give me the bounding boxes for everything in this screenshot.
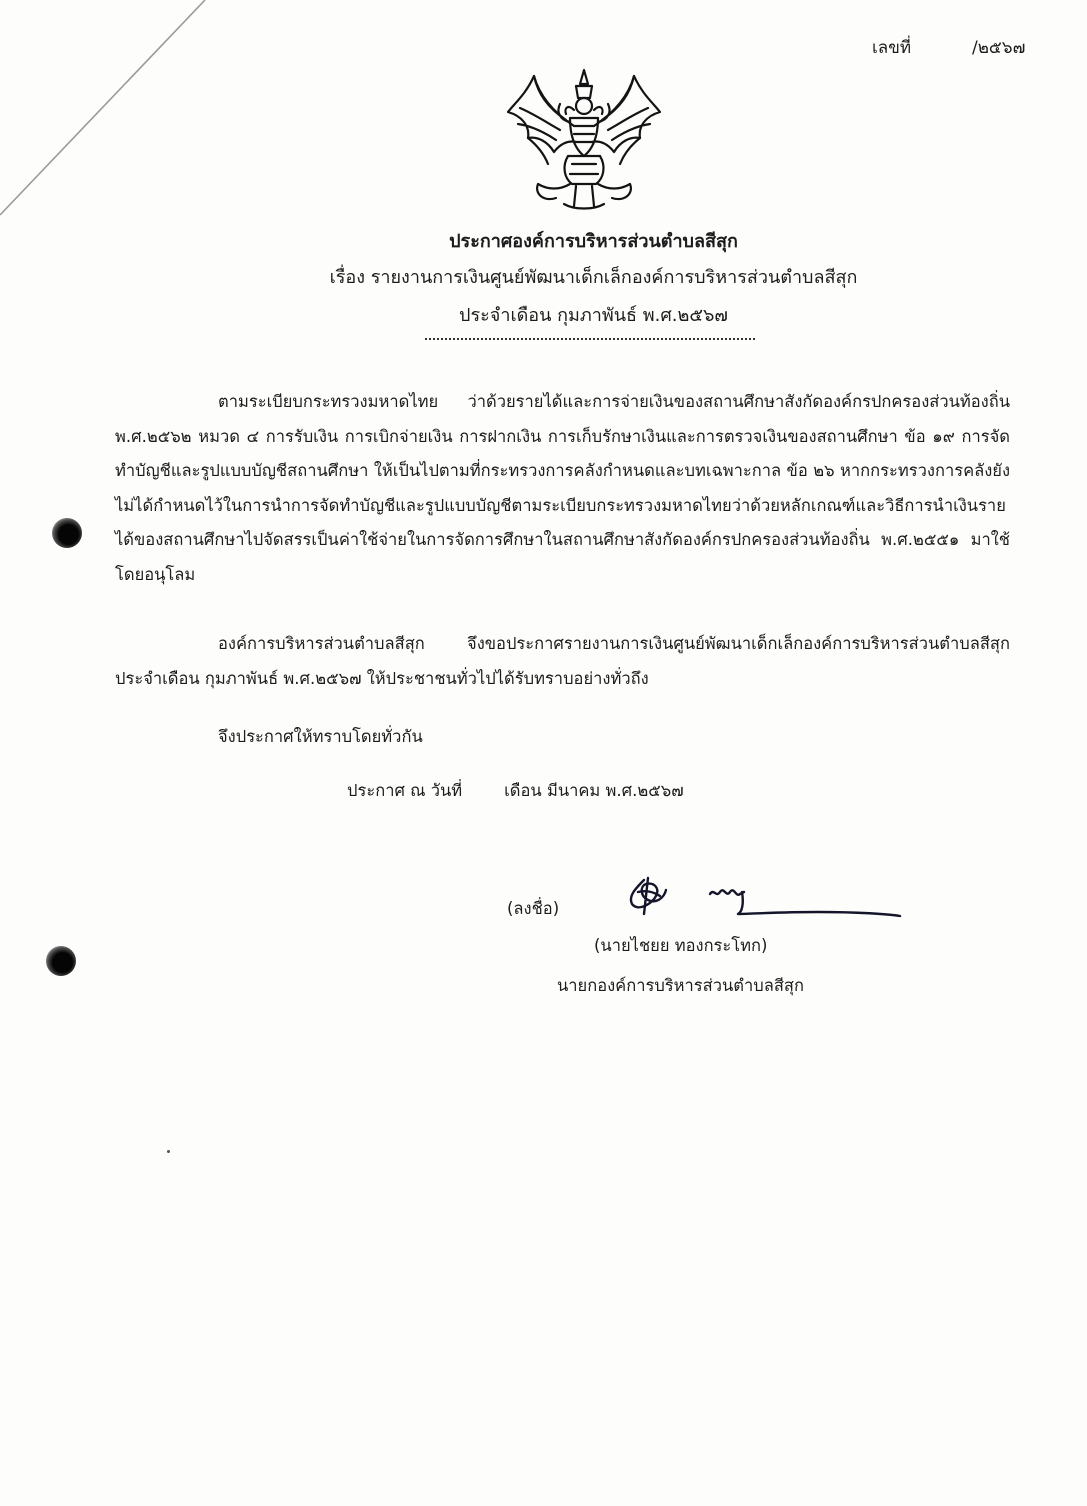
document-number-label: เลขที่: [872, 38, 912, 58]
paper-speck: [167, 1150, 170, 1153]
announcement-heading: ประกาศองค์การบริหารส่วนตำบลสีสุก: [449, 231, 738, 252]
document-number: [872, 34, 1026, 61]
body-paragraph-announcement: องค์การบริหารส่วนตำบลสีสุก จึงขอประกาศรายงานการเงินศูนย์พัฒนาเด็กเล็กองค์การบริหารส่วนตำบลสีสุก ประจำเดือน กุมภาพันธ์ พ.ศ.๒๕๖๗ ให้ประชาชนทั่วไปได้รับทราบอย่างทั่วถึง: [115, 634, 1010, 688]
dotted-separator: [425, 338, 755, 340]
handwritten-signature: [618, 874, 908, 934]
signature-label: (ลงชื่อ): [507, 899, 560, 918]
document-number-value: /๒๕๖๗: [972, 38, 1026, 58]
garuda-emblem-icon: [504, 64, 664, 214]
body-paragraph-closing: จึงประกาศให้ทราบโดยทั่วกัน: [218, 727, 423, 746]
signer-title: นายกองค์การบริหารส่วนตำบลสีสุก: [557, 976, 804, 995]
given-date-line: [347, 778, 684, 804]
signer-name: (นายไชยย ทองกระโทก): [594, 936, 768, 955]
punch-hole: [46, 946, 76, 976]
given-date-suffix: เดือน มีนาคม พ.ศ.๒๕๖๗: [504, 781, 684, 800]
announcement-period: ประจำเดือน กุมภาพันธ์ พ.ศ.๒๕๖๗: [459, 305, 728, 326]
given-date-prefix: ประกาศ ณ วันที่: [347, 781, 463, 800]
body-paragraph-regulation: ตามระเบียบกระทรวงมหาดไทย ว่าด้วยรายได้และการจ่ายเงินของสถานศึกษาสังกัดองค์กรปกครองส่วนท้องถิ่น พ.ศ.๒๕๖๒ หมวด ๔ การรับเงิน การเบิกจ่ายเงิน การฝากเงิน การเก็บรักษาเงินและการตรวจเงินของสถานศึกษา ข้อ ๑๙ การจัดทำบัญชีและรูปแบบบัญชีสถานศึกษา ให้เป็นไปตามที่กระทรวงการคลังกำหนดและบทเฉพาะกาล ข้อ ๒๖ หากกระทรวงการคลังยังไม่ได้กำหนดไว้ในการนำการจัดทำบัญชีและรูปแบบบัญชีตามระเบียบกระทรวงมหาดไทยว่าด้วยหลักเกณฑ์และวิธีการนำเงินรายได้ของสถานศึกษาไปจัดสรรเป็นค่าใช้จ่ายในการจัดการศึกษาในสถานศึกษาสังกัดองค์กรปกครองส่วนท้องถิ่น พ.ศ.๒๕๕๑ มาใช้โดยอนุโลม: [115, 392, 1010, 584]
announcement-subject: เรื่อง รายงานการเงินศูนย์พัฒนาเด็กเล็กองค์การบริหารส่วนตำบลสีสุก: [329, 267, 858, 288]
punch-hole: [52, 518, 82, 548]
